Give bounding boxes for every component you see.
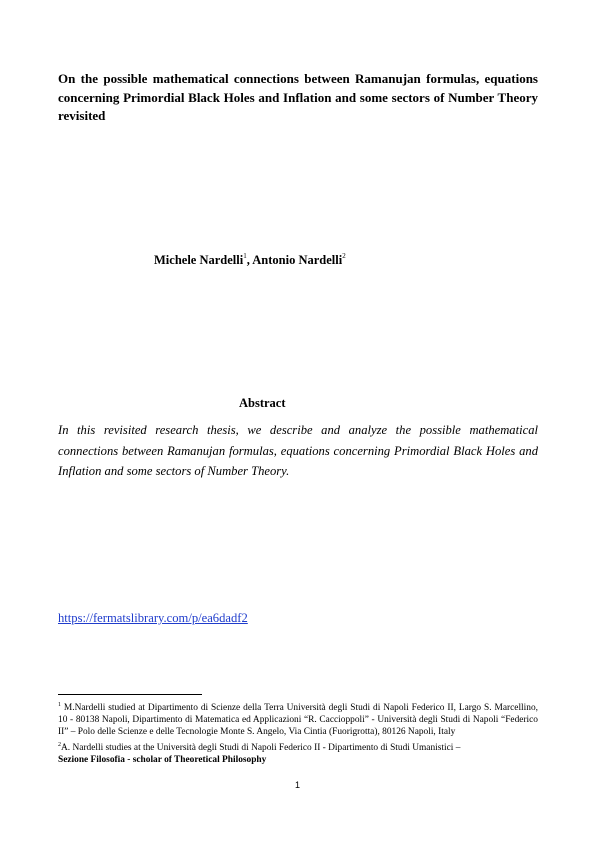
fermats-library-link[interactable]: https://fermatslibrary.com/p/ea6dadf2: [58, 611, 248, 625]
footnote-mark: 2: [58, 741, 61, 748]
author-name: Michele Nardelli: [154, 253, 244, 267]
footnote-mark: 2: [342, 252, 346, 260]
footnote-divider: [58, 694, 202, 695]
footnote-1: [58, 699, 538, 739]
footnotes: [58, 699, 538, 766]
footnote-bold-text: Sezione Filosofia - scholar of Theoretical Philosophy: [58, 754, 267, 765]
abstract-heading: Abstract: [239, 396, 286, 410]
paper-title: On the possible mathematical connections between Ramanujan formulas, equations concerning Primordial Black Holes and Inflation and some sectors of Number Theory revisited: [58, 71, 538, 123]
footnote-mark: 1: [243, 252, 247, 260]
author-name: Antonio Nardelli: [252, 253, 343, 267]
footnote-2: [58, 739, 538, 766]
footnote-text: M.Nardelli studied at Dipartimento di Scienze della Terra Università degli Studi di Napoli Federico II, Largo S. Marcellino, 10 - 80138 Napoli, Dipartimento di Matematica ed Applicazioni “R. Caccioppoli” - Università degli Studi di Napoli “Federico II” – Polo delle Scienze e delle Tecnologie Monte S. Angelo, Via Cintia (Fuorigrotta), 80126 Napoli, Italy: [58, 703, 538, 738]
author-line: [154, 252, 346, 268]
footnote-mark: 1: [58, 702, 61, 708]
abstract-body: In this revisited research thesis, we describe and analyze the possible mathematical connections between Ramanujan formulas, equations concerning Primordial Black Holes and Inflation and some sectors of Number Theory.: [58, 423, 538, 478]
footnote-text: A. Nardelli studies at the Università degli Studi di Napoli Federico II - Dipartimento di Studi Umanistici –: [61, 742, 461, 753]
author-separator: ,: [246, 253, 253, 267]
page-number: 1: [294, 780, 300, 790]
